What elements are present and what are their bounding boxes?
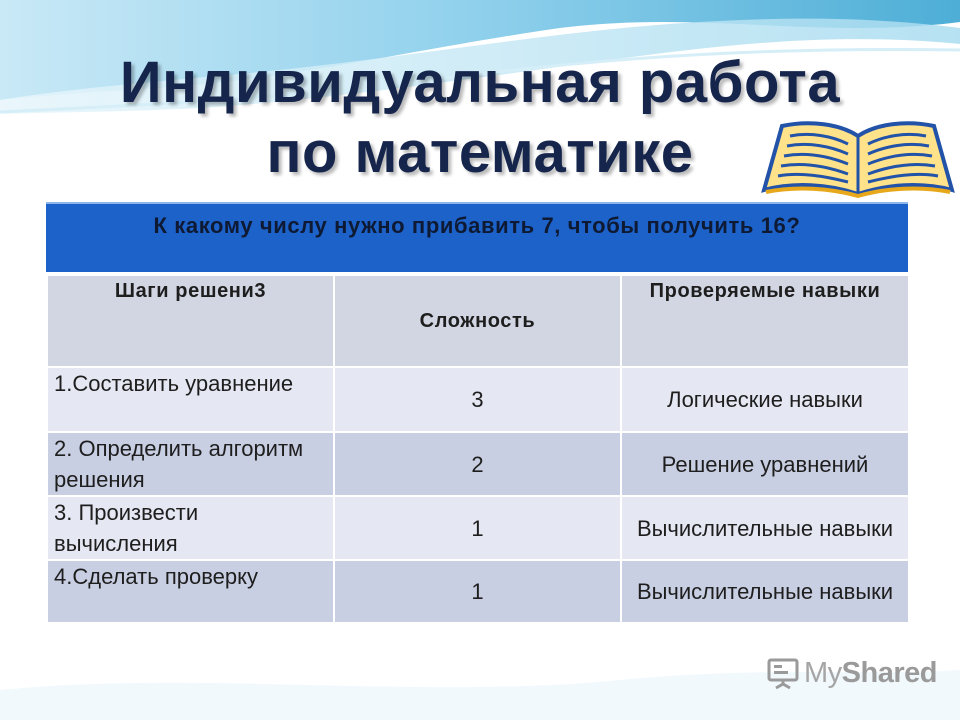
- difficulty-cell: 1: [334, 496, 621, 560]
- table-row: [47, 432, 909, 496]
- table-header-row: [47, 275, 909, 367]
- difficulty-cell: 3: [334, 367, 621, 432]
- skill-cell: Логические навыки: [621, 367, 909, 432]
- watermark-prefix: My: [804, 656, 842, 689]
- open-book-icon: [760, 118, 956, 198]
- table-row: [47, 367, 909, 432]
- header-steps: Шаги решени3: [47, 275, 334, 367]
- question-banner: К какому числу нужно прибавить 7, чтобы получить 16?: [46, 202, 908, 272]
- myshared-watermark[interactable]: [766, 656, 937, 690]
- table-row: [47, 496, 909, 560]
- header-skills: Проверяемые навыки: [621, 275, 909, 367]
- step-cell: 2. Определить алгоритм решения: [47, 432, 334, 496]
- difficulty-cell: 2: [334, 432, 621, 496]
- slide-title-line1: Индивидуальная работа: [119, 50, 841, 115]
- skill-cell: Вычислительные навыки: [621, 496, 909, 560]
- table-row: [47, 560, 909, 623]
- presentation-board-icon: [766, 656, 800, 690]
- watermark-suffix: Shared: [841, 656, 937, 689]
- solution-table: [46, 274, 910, 624]
- step-cell: 3. Произвести вычисления: [47, 496, 334, 560]
- watermark-text: [804, 657, 937, 690]
- difficulty-cell: 1: [334, 560, 621, 623]
- step-cell: 4.Сделать проверку: [47, 560, 334, 623]
- step-cell: 1.Составить уравнение: [47, 367, 334, 432]
- skill-cell: Решение уравнений: [621, 432, 909, 496]
- skill-cell: Вычислительные навыки: [621, 560, 909, 623]
- header-difficulty: Сложность: [334, 275, 621, 367]
- slide-title-line2: по математике: [266, 120, 694, 185]
